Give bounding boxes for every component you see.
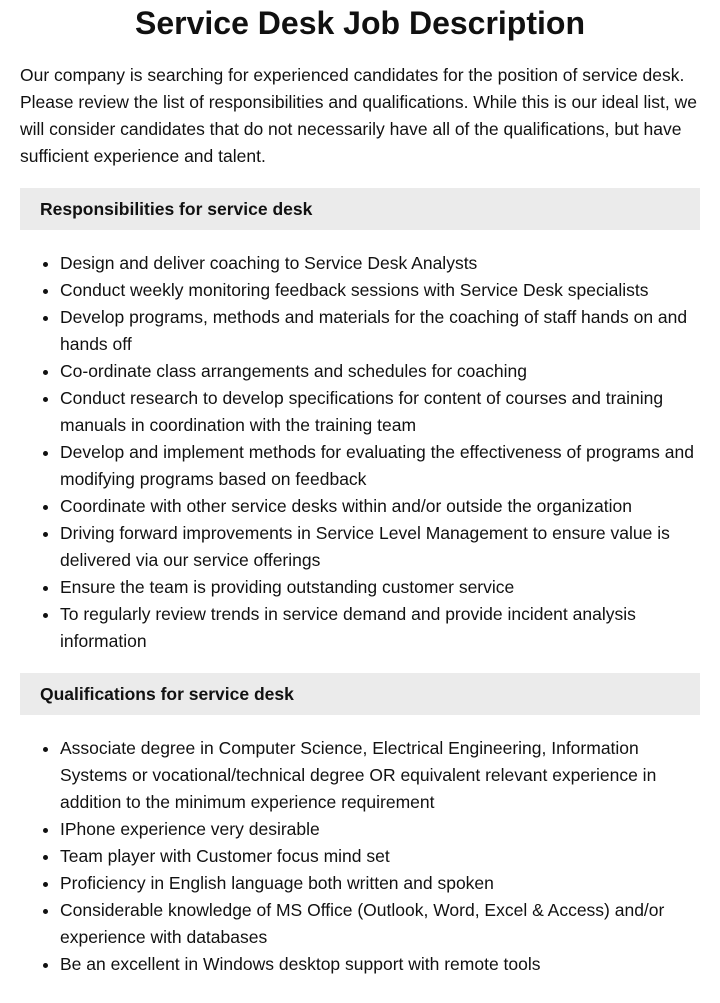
list-item: • Co-ordinate class arrangements and schedules for coaching bbox=[60, 358, 700, 385]
qualifications-list bbox=[20, 735, 700, 978]
responsibilities-heading: Responsibilities for service desk bbox=[20, 188, 700, 230]
list-item: • IPhone experience very desirable bbox=[60, 816, 700, 843]
list-item: • Driving forward improvements in Service Level Management to ensure value is delivered via our service offerings bbox=[60, 520, 700, 574]
list-item: • Conduct weekly monitoring feedback sessions with Service Desk specialists bbox=[60, 277, 700, 304]
list-item: • Ensure the team is providing outstanding customer service bbox=[60, 574, 700, 601]
list-item: • Be an excellent in Windows desktop support with remote tools bbox=[60, 951, 700, 978]
list-item: • Coordinate with other service desks within and/or outside the organization bbox=[60, 493, 700, 520]
page-title: Service Desk Job Description bbox=[135, 5, 585, 41]
list-item: • Proficiency in English language both written and spoken bbox=[60, 870, 700, 897]
list-item: • To regularly review trends in service demand and provide incident analysis information bbox=[60, 601, 700, 655]
intro-paragraph: Our company is searching for experienced candidates for the position of service desk. Please review the list of responsibilities and qualifications. While this is our ideal list, we will consider candidates that do not necessarily have all of the qualifications, but have sufficient experience and talent. bbox=[20, 65, 697, 166]
list-item: • Team player with Customer focus mind set bbox=[60, 843, 700, 870]
list-item: • Conduct research to develop specifications for content of courses and training manuals in coordination with the training team bbox=[60, 385, 700, 439]
list-item: • Design and deliver coaching to Service Desk Analysts bbox=[60, 250, 700, 277]
list-item: • Considerable knowledge of MS Office (Outlook, Word, Excel & Access) and/or experience with databases bbox=[60, 897, 700, 951]
qualifications-heading: Qualifications for service desk bbox=[20, 673, 700, 715]
list-item: • Develop and implement methods for evaluating the effectiveness of programs and modifying programs based on feedback bbox=[60, 439, 700, 493]
list-item: • Develop programs, methods and materials for the coaching of staff hands on and hands off bbox=[60, 304, 700, 358]
responsibilities-list bbox=[20, 250, 700, 655]
list-item: • Associate degree in Computer Science, Electrical Engineering, Information Systems or vocational/technical degree OR equivalent relevant experience in addition to the minimum experience requirement bbox=[60, 735, 700, 816]
